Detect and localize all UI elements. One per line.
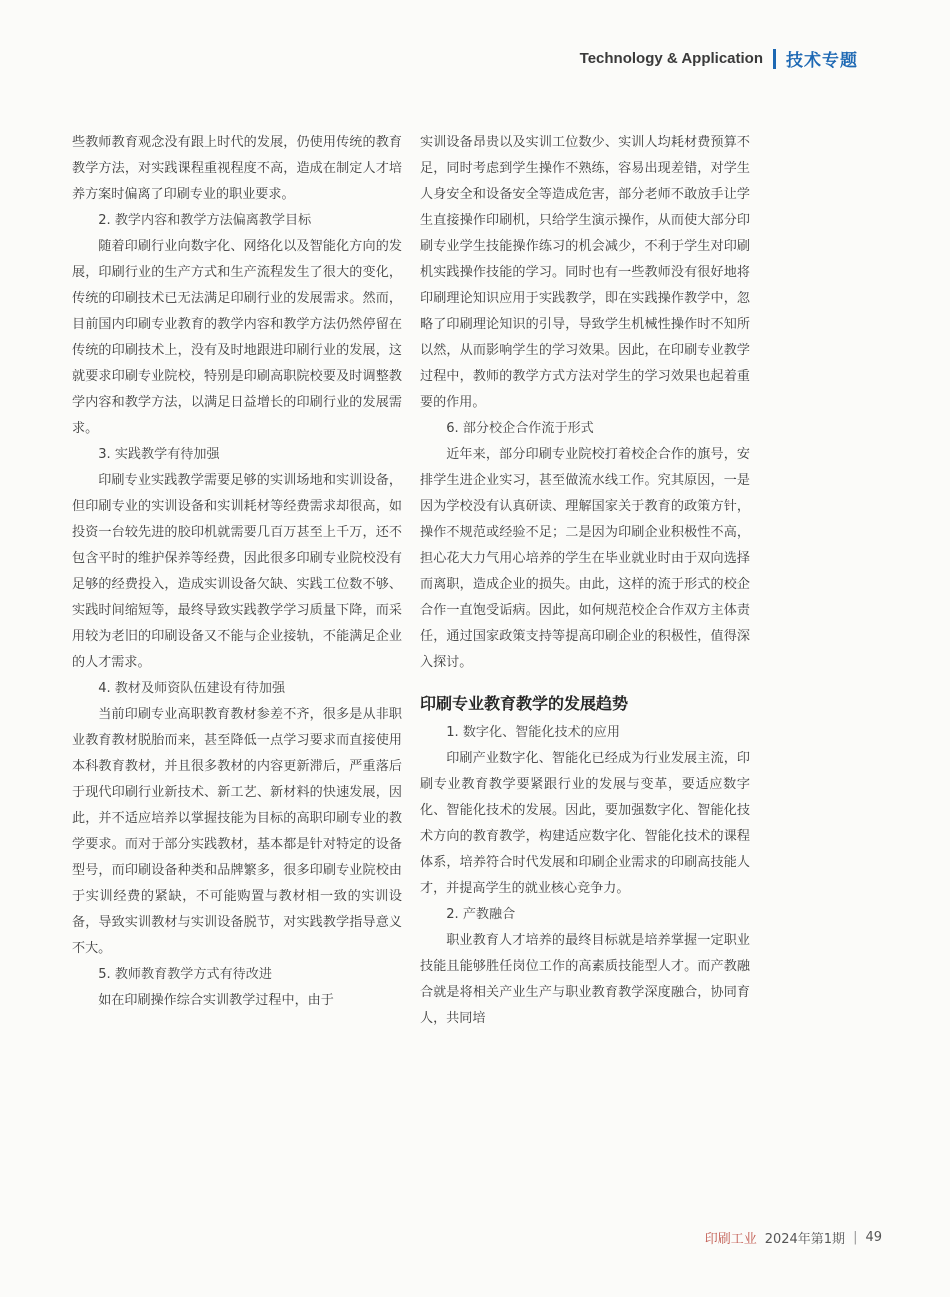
paragraph: 些教师教育观念没有跟上时代的发展，仍使用传统的教育教学方法，对实践课程重视程度不高，造成在制定人才培养方案时偏离了印刷专业的职业要求。 (72, 135, 402, 202)
section-title: 印刷专业教育教学的发展趋势 (420, 694, 629, 713)
paragraph: 印刷产业数字化、智能化已经成为行业发展主流，印刷专业教育教学要紧跟行业的发展与变革，要适应数字化、智能化技术的发展。因此，要加强数字化、智能化技术方向的教育教学，构建适应数字化、智能化技术的课程体系，培养符合时代发展和印刷企业需求的印刷高技能人才，并提高学生的就业核心竞争力。 (420, 751, 750, 896)
right-column (420, 130, 750, 1032)
subheading: 2. 教学内容和教学方法偏离教学目标 (98, 213, 312, 228)
subheading: 4. 教材及师资队伍建设有待加强 (98, 681, 286, 696)
paragraph: 印刷专业实践教学需要足够的实训场地和实训设备，但印刷专业的实训设备和实训耗材等经费需求却很高，如投资一台较先进的胶印机就需要几百万甚至上千万，还不包含平时的维护保养等经费，因此很多印刷专业院校没有足够的经费投入，造成实训设备欠缺、实践工位数不够、实践时间缩短等，最终导致实践教学学习质量下降，而采用较为老旧的印刷设备又不能与企业接轨，不能满足企业的人才需求。 (72, 473, 402, 670)
header-chinese-title: 技术专题 (786, 51, 858, 71)
paragraph: 职业教育人才培养的最终目标就是培养掌握一定职业技能且能够胜任岗位工作的高素质技能型人才。而产教融合就是将相关产业生产与职业教育教学深度融合，协同育人，共同培 (420, 933, 750, 1026)
footer-separator: | (853, 1230, 858, 1245)
paragraph: 实训设备昂贵以及实训工位数少、实训人均耗材费预算不足，同时考虑到学生操作不熟练，容易出现差错，对学生人身安全和设备安全等造成危害，部分老师不敢放手让学生直接操作印刷机，只给学生演示操作，从而使大部分印刷专业学生技能操作练习的机会减少，不利于学生对印刷机实践操作技能的学习。同时也有一些教师没有很好地将印刷理论知识应用于实践教学，即在实践操作教学中，忽略了印刷理论知识的引导，导致学生机械性操作时不知所以然，从而影响学生的学习效果。因此，在印刷专业教学过程中，教师的教学方式方法对学生的学习效果也起着重要的作用。 (420, 135, 750, 410)
issue-label: 2024年第1期 (764, 1232, 846, 1247)
paragraph: 如在印刷操作综合实训教学过程中，由于 (98, 993, 334, 1008)
running-header (580, 46, 858, 71)
paragraph: 当前印刷专业高职教育教材参差不齐，很多是从非职业教育教材脱胎而来，甚至降低一点学习要求而直接使用本科教育教材，并且很多教材的内容更新滞后，严重落后于现代印刷行业新技术、新工艺、新材料的快速发展，因此，并不适应培养以掌握技能为目标的高职印刷专业的教学要求。而对于部分实践教材，基本都是针对特定的设备型号，而印刷设备种类和品牌繁多，很多印刷专业院校由于实训经费的紧缺，不可能购置与教材相一致的实训设备，导致实训教材与实训设备脱节，对实践教学指导意义不大。 (72, 707, 402, 956)
page-number: 49 (865, 1230, 882, 1245)
header-divider (773, 49, 776, 69)
magazine-name: 印刷工业 (704, 1232, 757, 1247)
paragraph: 近年来，部分印刷专业院校打着校企合作的旗号，安排学生进企业实习，甚至做流水线工作。究其原因，一是因为学校没有认真研读、理解国家关于教育的政策方针，操作不规范或经验不足；二是因为印刷企业积极性不高，担心花大力气用心培养的学生在毕业就业时由于双向选择而离职，造成企业的损失。由此，这样的流于形式的校企合作一直饱受诟病。因此，如何规范校企合作双方主体责任，通过国家政策支持等提高印刷企业的积极性，值得深入探讨。 (420, 447, 750, 670)
subheading: 2. 产教融合 (446, 907, 516, 922)
subheading: 3. 实践教学有待加强 (98, 447, 220, 462)
page-footer (705, 1228, 882, 1247)
subheading: 5. 教师教育教学方式有待改进 (98, 967, 272, 982)
subheading: 1. 数字化、智能化技术的应用 (446, 725, 620, 740)
subheading: 6. 部分校企合作流于形式 (446, 421, 594, 436)
header-english-title: Technology & Application (579, 50, 763, 67)
left-column (72, 130, 402, 1014)
paragraph: 随着印刷行业向数字化、网络化以及智能化方向的发展，印刷行业的生产方式和生产流程发生了很大的变化，传统的印刷技术已无法满足印刷行业的发展需求。然而，目前国内印刷专业教育的教学内容和教学方法仍然停留在传统的印刷技术上，没有及时地跟进印刷行业的发展，这就要求印刷专业院校，特别是印刷高职院校要及时调整教学内容和教学方法，以满足日益增长的印刷行业的发展需求。 (72, 239, 402, 436)
